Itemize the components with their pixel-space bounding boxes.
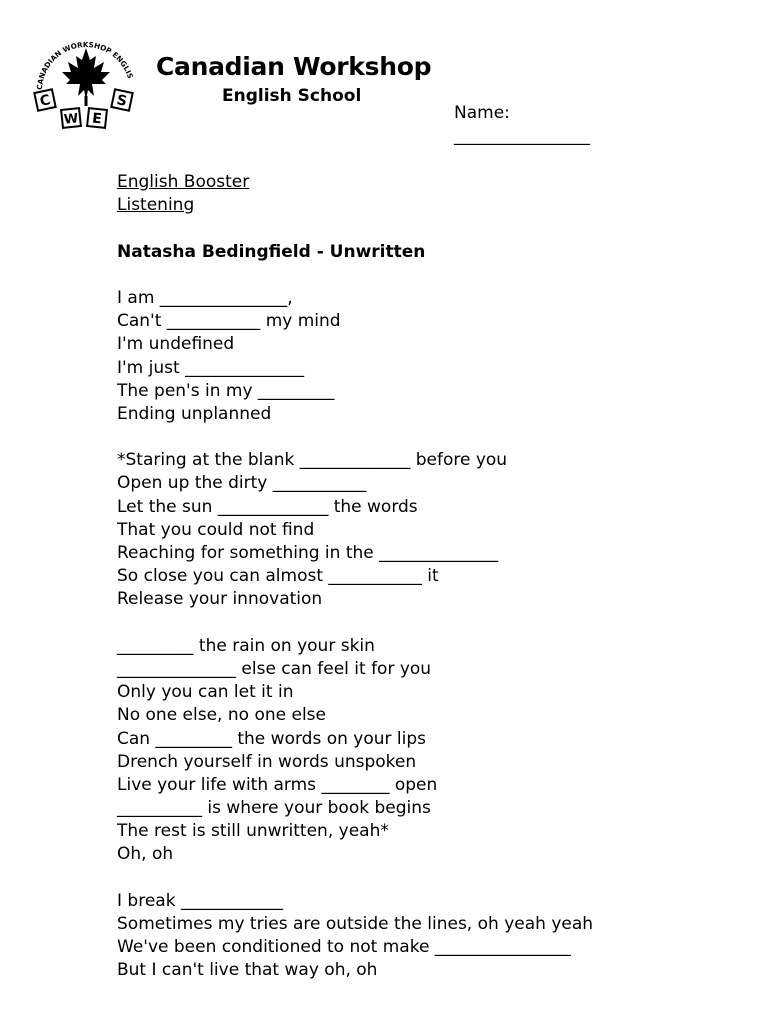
svg-text:S: S — [115, 92, 129, 110]
maple-leaf-icon — [62, 48, 110, 106]
lyric-line: _________ the rain on your skin — [117, 635, 375, 656]
logo-block-c — [33, 88, 57, 112]
spacer — [117, 867, 593, 890]
lyric-line: I'm undefined — [117, 334, 235, 355]
logo-block-s — [110, 88, 134, 112]
song-title: Natasha Bedingfield - Unwritten — [117, 241, 426, 262]
svg-text:W: W — [63, 111, 80, 128]
logo-block-e — [86, 107, 108, 129]
lyric-line: Can't ___________ my mind — [117, 311, 341, 332]
svg-text:E: E — [91, 110, 103, 128]
course-name: English Booster — [117, 172, 250, 192]
lyrics-block — [117, 287, 593, 983]
logo-ring-text: CANADIAN WORKSHOP ENGLIS — [34, 40, 136, 91]
lyric-line: No one else, no one else — [117, 705, 326, 726]
lyric-line: Only you can let it in — [117, 682, 294, 703]
lyric-line: Reaching for something in the ______________ — [117, 543, 499, 563]
lyric-line: I break ____________ — [117, 890, 283, 911]
lyric-line: __________ is where your book begins — [117, 798, 431, 819]
lyric-line: The rest is still unwritten, yeah* — [117, 821, 389, 842]
spacer — [117, 426, 593, 449]
svg-text:C: C — [38, 92, 52, 110]
lyric-line: Let the sun _____________ the words — [117, 496, 418, 517]
spacer — [117, 217, 593, 240]
worksheet-body — [117, 171, 593, 983]
lyric-line: Sometimes my tries are outside the lines, oh yeah yeah — [117, 914, 594, 934]
lyric-line: Ending unplanned — [117, 403, 272, 424]
lyric-line: The pen's in my _________ — [117, 380, 335, 401]
lyric-line: Can _________ the words on your lips — [117, 728, 427, 749]
name-blank: ________________ — [454, 126, 590, 146]
school-logo — [28, 28, 140, 136]
lyric-line: So close you can almost ___________ it — [117, 566, 439, 587]
school-logo-graphic — [28, 28, 140, 136]
lyric-line: ______________ else can feel it for you — [117, 658, 432, 679]
lyric-line: That you could not find — [117, 519, 315, 540]
spacer — [117, 264, 593, 287]
lyric-line: We've been conditioned to not make ________________ — [117, 937, 571, 958]
lyric-line: But I can't live that way oh, oh — [117, 960, 378, 981]
lyric-line: Drench yourself in words unspoken — [117, 751, 417, 772]
name-field — [454, 102, 590, 148]
lyric-line: *Staring at the blank _____________ before you — [117, 450, 508, 471]
school-name-subtitle: English School — [222, 86, 362, 106]
name-label: Name: — [454, 103, 510, 123]
logo-block-w — [60, 107, 82, 129]
spacer — [117, 612, 593, 635]
lyric-line: Live your life with arms ________ open — [117, 774, 438, 795]
lyric-line: I'm just ______________ — [117, 357, 305, 378]
lyric-line: I am _______________, — [117, 287, 293, 308]
lyric-line: Release your innovation — [117, 589, 323, 610]
lyric-line: Open up the dirty ___________ — [117, 473, 367, 494]
course-section: Listening — [117, 195, 195, 216]
lyric-line: Oh, oh — [117, 844, 174, 865]
school-name-title: Canadian Workshop — [156, 52, 432, 81]
